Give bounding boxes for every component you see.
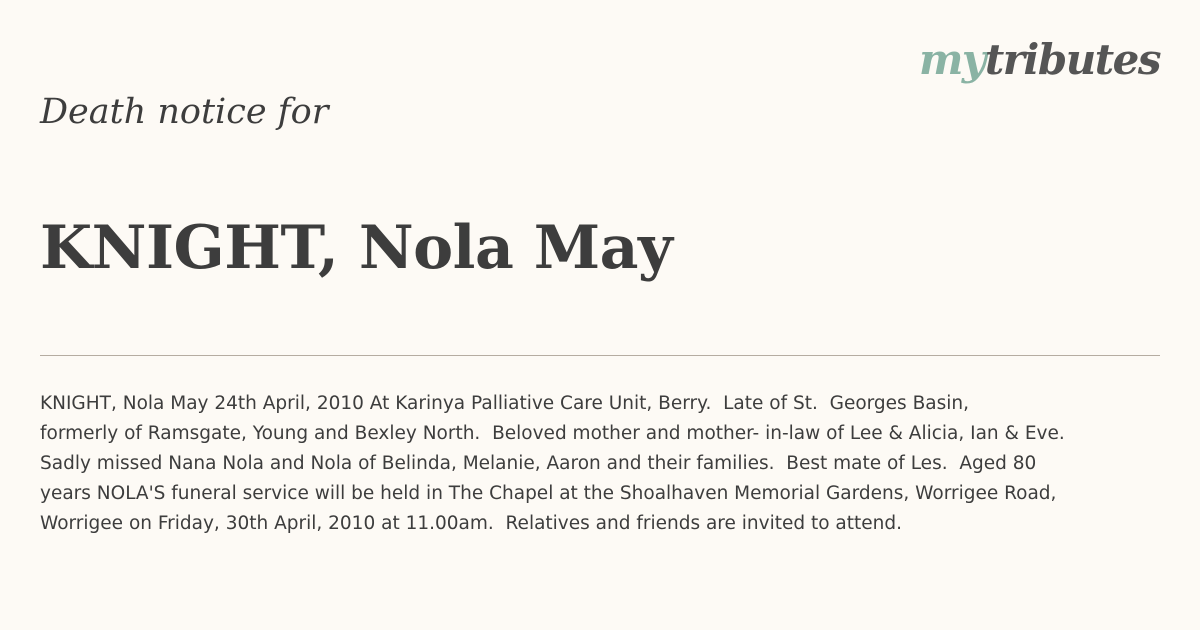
- notice-body-line: formerly of Ramsgate, Young and Bexley North. Beloved mother and mother- in-law of Lee & Alicia, Ian & Eve.: [40, 423, 1065, 444]
- notice-body-line: KNIGHT, Nola May 24th April, 2010 At Karinya Palliative Care Unit, Berry. Late of St. Georges Basin,: [40, 393, 969, 414]
- divider: [40, 355, 1160, 356]
- logo-text-my: my: [918, 35, 985, 84]
- mytributes-logo[interactable]: [919, 34, 1160, 86]
- notice-kicker: Death notice for: [40, 92, 329, 132]
- notice-body: [40, 389, 1140, 539]
- notice-body-line: Worrigee on Friday, 30th April, 2010 at 11.00am. Relatives and friends are invited to attend.: [40, 513, 903, 534]
- notice-body-line: years NOLA'S funeral service will be held in The Chapel at the Shoalhaven Memorial Gardens, Worrigee Road,: [40, 483, 1057, 504]
- notice-body-line: Sadly missed Nana Nola and Nola of Belinda, Melanie, Aaron and their families. Best mate of Les. Aged 80: [40, 453, 1037, 474]
- logo-text-tributes: tributes: [984, 35, 1160, 84]
- deceased-name: KNIGHT, Nola May: [40, 213, 673, 283]
